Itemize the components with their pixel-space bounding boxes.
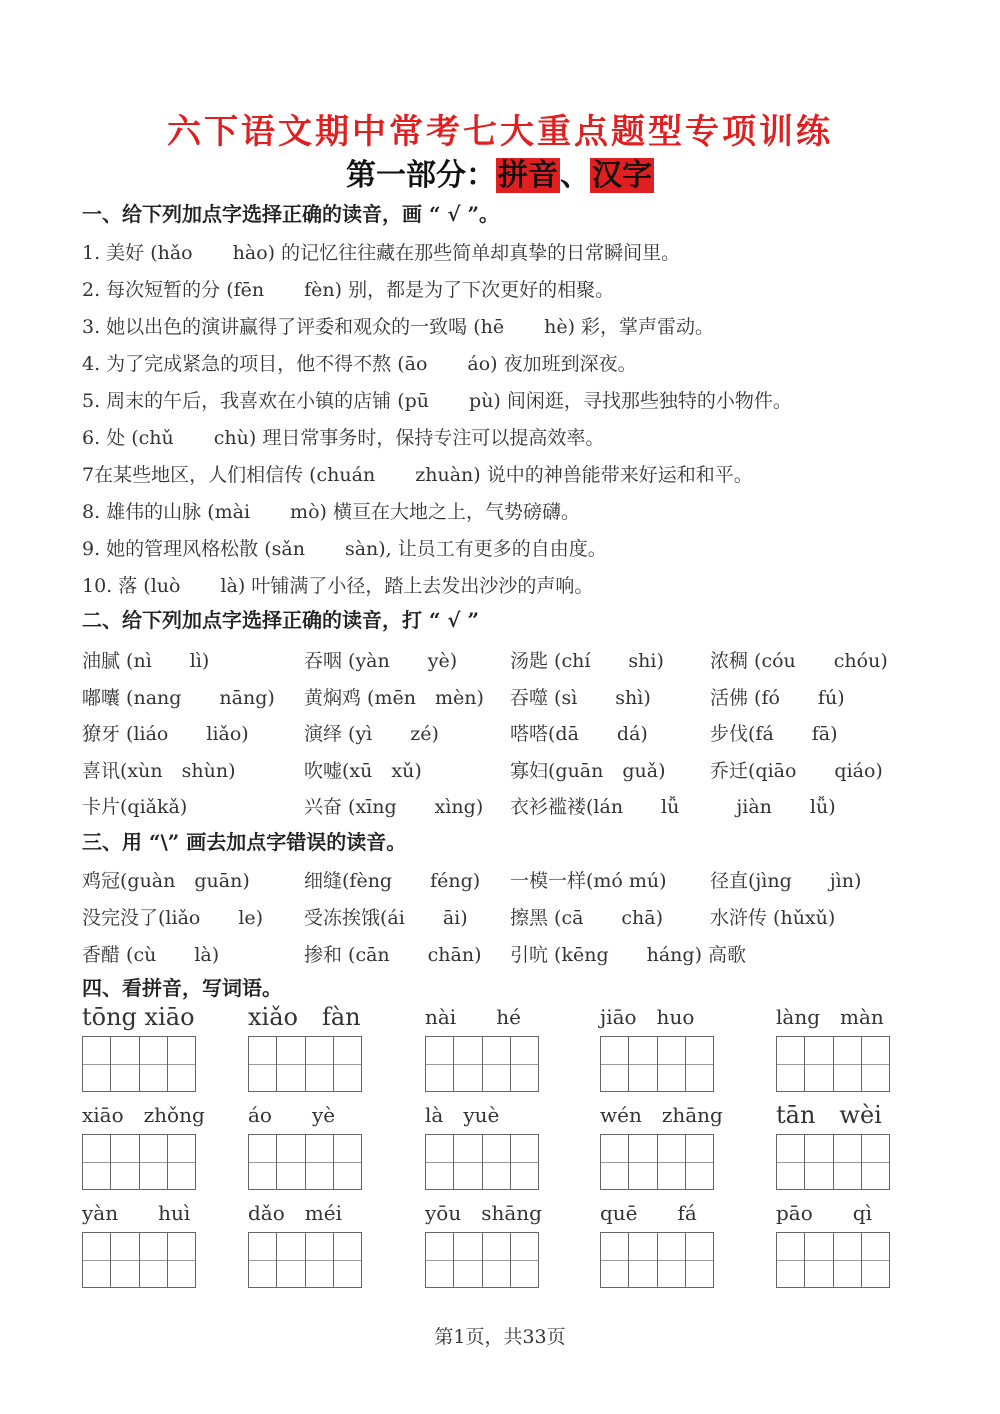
writing-box[interactable] [511, 1135, 538, 1189]
writing-boxes[interactable] [600, 1232, 714, 1288]
writing-box[interactable] [306, 1233, 334, 1287]
writing-box[interactable] [834, 1037, 862, 1091]
writing-box[interactable] [601, 1037, 629, 1091]
strike-choice-cell: 细缝(fèng féng) [304, 870, 481, 892]
writing-boxes[interactable] [776, 1232, 890, 1288]
writing-box[interactable] [249, 1037, 277, 1091]
question-part-b: sàn), 让员工有更多的自由度。 [344, 538, 607, 560]
reading-choice-cell: 浓稠 (cóu chóu) [710, 650, 888, 672]
question-item [82, 534, 607, 561]
writing-box[interactable] [426, 1135, 454, 1189]
writing-box[interactable] [686, 1233, 713, 1287]
question-part-a: 4. 为了完成紧急的项目，他不得不熬 (āo [82, 353, 428, 375]
question-item [82, 497, 580, 524]
pinyin-label: làng màn [776, 1005, 884, 1029]
writing-box[interactable] [306, 1135, 334, 1189]
pinyin-label: áo yè [248, 1103, 336, 1127]
strike-choice-cell: 掺和 (cān chān) [304, 944, 482, 966]
strike-choice-row [82, 940, 902, 968]
strike-choice-cell: 一模一样(mó mú) [510, 870, 667, 892]
pinyin-item [600, 1198, 720, 1288]
writing-box[interactable] [168, 1037, 195, 1091]
question-part-b: hè) 彩，掌声雷动。 [544, 316, 715, 338]
question-part-a: 3. 她以出色的演讲赢得了评委和观众的一致喝 (hē [82, 316, 505, 338]
question-part-b: fèn) 别，都是为了下次更好的相聚。 [304, 279, 615, 301]
writing-box[interactable] [629, 1037, 657, 1091]
writing-box[interactable] [805, 1135, 833, 1189]
pinyin-item [776, 1002, 896, 1092]
pinyin-item [248, 1198, 368, 1288]
pinyin-label: yàn huì [82, 1201, 191, 1225]
question-part-a: 6. 处 (chǔ [82, 427, 174, 449]
pinyin-label: quē fá [600, 1201, 697, 1225]
question-item [82, 386, 792, 413]
reading-choice-row [82, 646, 902, 674]
writing-boxes[interactable] [425, 1134, 539, 1190]
writing-box[interactable] [168, 1233, 195, 1287]
pinyin-item [425, 1100, 545, 1190]
writing-box[interactable] [777, 1233, 805, 1287]
pinyin-label: yōu shāng [425, 1201, 542, 1225]
reading-choice-cell: 喜讯(xùn shùn) [82, 759, 236, 782]
pinyin-label: là yuè [425, 1103, 500, 1127]
writing-box[interactable] [686, 1037, 713, 1091]
question-part-a: 7在某些地区，人们相信传 (chuán [82, 464, 376, 486]
strike-choice-cell: 径直(jìng jìn) [710, 870, 862, 892]
pinyin-label: tōng xiāo [82, 1003, 195, 1031]
writing-box[interactable] [511, 1233, 538, 1287]
question-part-a: 1. 美好 (hǎo [82, 242, 193, 264]
writing-box[interactable] [658, 1135, 686, 1189]
writing-box[interactable] [454, 1233, 482, 1287]
question-part-b: áo) 夜加班到深夜。 [467, 353, 637, 375]
writing-box[interactable] [629, 1233, 657, 1287]
writing-boxes[interactable] [82, 1036, 196, 1092]
reading-choice-cell: 演绎 (yì zé) [304, 723, 439, 745]
pinyin-row [0, 1198, 1000, 1318]
writing-box[interactable] [140, 1135, 168, 1189]
subtitle-highlight-hanzi: 汉字 [592, 158, 652, 193]
strike-choice-cell: 擦黑 (cā chā) [510, 907, 664, 929]
writing-box[interactable] [686, 1135, 713, 1189]
question-item [82, 349, 637, 376]
pinyin-label: nài hé [425, 1005, 521, 1029]
writing-box[interactable] [777, 1037, 805, 1091]
reading-choice-cell: 卡片(qiǎkǎ) [82, 796, 188, 818]
strike-choice-cell: 受冻挨饿(ái āi) [304, 907, 468, 929]
writing-box[interactable] [83, 1135, 111, 1189]
pinyin-item [600, 1002, 720, 1092]
writing-box[interactable] [426, 1233, 454, 1287]
question-part-a: 10. 落 (luò [82, 575, 181, 597]
reading-choice-row [82, 756, 902, 784]
reading-choice-row [82, 792, 902, 820]
reading-choice-cell: 衣衫褴褛(lán lǚ jiàn lǚ) [510, 796, 836, 818]
reading-choice-cell: 嗒嗒(dā dá) [510, 723, 648, 745]
subtitle-highlight-pinyin: 拼音 [498, 158, 558, 193]
writing-box[interactable] [249, 1233, 277, 1287]
reading-choice-row [82, 683, 902, 711]
writing-box[interactable] [83, 1037, 111, 1091]
writing-box[interactable] [111, 1233, 139, 1287]
reading-choice-row [82, 719, 902, 747]
page-footer: 第1页，共33页 [434, 1326, 566, 1348]
question-part-b: pù) 间闲逛，寻找那些独特的小物件。 [469, 390, 792, 412]
reading-choice-cell: 吹嘘(xū xǔ) [304, 759, 422, 782]
writing-box[interactable] [306, 1037, 334, 1091]
writing-box[interactable] [140, 1037, 168, 1091]
writing-box[interactable] [511, 1037, 538, 1091]
writing-box[interactable] [454, 1135, 482, 1189]
pinyin-label: tān wèi [776, 1101, 882, 1129]
writing-box[interactable] [862, 1037, 889, 1091]
question-part-b: zhuàn) 说中的神兽能带来好运和和平。 [415, 464, 753, 486]
writing-box[interactable] [111, 1135, 139, 1189]
writing-box[interactable] [426, 1037, 454, 1091]
subtitle-prefix: 第一部分： [346, 158, 496, 193]
writing-boxes[interactable] [425, 1036, 539, 1092]
question-part-a: 8. 雄伟的山脉 (mài [82, 501, 251, 523]
question-item [82, 275, 614, 302]
writing-boxes[interactable] [425, 1232, 539, 1288]
writing-boxes[interactable] [82, 1134, 196, 1190]
writing-box[interactable] [249, 1135, 277, 1189]
writing-boxes[interactable] [776, 1036, 890, 1092]
reading-choice-cell: 嘟囔 (nang nāng) [82, 686, 275, 709]
writing-box[interactable] [111, 1037, 139, 1091]
writing-boxes[interactable] [248, 1232, 362, 1288]
question-part-b: chù) 理日常事务时，保持专注可以提高效率。 [213, 427, 605, 449]
writing-box[interactable] [277, 1233, 305, 1287]
reading-choice-cell: 步伐(fá fā) [710, 723, 838, 745]
pinyin-item [248, 1002, 368, 1092]
strike-choice-cell: 鸡冠(guàn guān) [82, 870, 250, 892]
writing-box[interactable] [277, 1135, 305, 1189]
writing-box[interactable] [483, 1037, 511, 1091]
pinyin-label: dǎo méi [248, 1201, 342, 1225]
question-part-a: 5. 周末的午后，我喜欢在小镇的店铺 (pū [82, 390, 430, 412]
writing-box[interactable] [658, 1233, 686, 1287]
section1-heading: 一、给下列加点字选择正确的读音，画 “ √ ”。 [82, 202, 500, 226]
pinyin-label: xiāo zhǒng [82, 1103, 205, 1127]
pinyin-item [82, 1002, 202, 1092]
reading-choice-cell: 吞咽 (yàn yè) [304, 650, 458, 672]
page-title: 六下语文期中常考七大重点题型专项训练 [167, 112, 833, 152]
writing-box[interactable] [483, 1233, 511, 1287]
question-part-b: là) 叶铺满了小径，踏上去发出沙沙的声响。 [220, 575, 594, 597]
section3-heading: 三、用 “\” 画去加点字错误的读音。 [82, 830, 407, 854]
writing-box[interactable] [805, 1037, 833, 1091]
strike-choice-row [82, 866, 902, 894]
pinyin-label: wén zhāng [600, 1103, 723, 1127]
writing-box[interactable] [334, 1233, 361, 1287]
writing-box[interactable] [140, 1233, 168, 1287]
part-subtitle [0, 150, 1000, 194]
question-part-a: 9. 她的管理风格松散 (sǎn [82, 538, 305, 560]
reading-choice-cell: 獠牙 (liáo liǎo) [82, 723, 249, 745]
reading-choice-cell: 油腻 (nì lì) [82, 650, 210, 672]
pinyin-item [82, 1198, 202, 1288]
writing-box[interactable] [83, 1233, 111, 1287]
reading-choice-cell: 吞噬 (sì shì) [510, 686, 651, 709]
writing-box[interactable] [454, 1037, 482, 1091]
writing-box[interactable] [834, 1135, 862, 1189]
pinyin-label: xiǎo fàn [248, 1003, 361, 1031]
writing-box[interactable] [334, 1037, 361, 1091]
writing-boxes[interactable] [248, 1134, 362, 1190]
strike-choice-cell: 香醋 (cù là) [82, 944, 220, 966]
writing-boxes[interactable] [776, 1134, 890, 1190]
subtitle-separator: 、 [560, 158, 590, 193]
pinyin-item [82, 1100, 205, 1190]
pinyin-item [776, 1100, 896, 1190]
question-item [82, 312, 714, 339]
reading-choice-cell: 乔迁(qiāo qiáo) [710, 759, 883, 782]
question-item [82, 423, 604, 450]
strike-choice-cell: 引吭 (kēng háng) 高歌 [510, 944, 747, 966]
question-part-b: hào) 的记忆往往藏在那些简单却真挚的日常瞬间里。 [232, 242, 681, 264]
writing-box[interactable] [805, 1233, 833, 1287]
strike-choice-cell: 没完没了(liǎo le) [82, 907, 264, 929]
writing-box[interactable] [629, 1135, 657, 1189]
reading-choice-cell: 兴奋 (xīng xìng) [304, 796, 484, 818]
writing-box[interactable] [658, 1037, 686, 1091]
writing-box[interactable] [862, 1135, 889, 1189]
writing-boxes[interactable] [600, 1036, 714, 1092]
strike-choice-cell: 水浒传 (hǔxǔ) [710, 907, 836, 929]
reading-choice-cell: 寡妇(guān guǎ) [510, 759, 666, 782]
writing-box[interactable] [862, 1233, 889, 1287]
writing-box[interactable] [483, 1135, 511, 1189]
pinyin-item [248, 1100, 368, 1190]
pinyin-item [776, 1198, 896, 1288]
writing-box[interactable] [601, 1135, 629, 1189]
pinyin-item [600, 1100, 723, 1190]
question-part-b: mò) 横亘在大地之上，气势磅礴。 [290, 501, 580, 523]
writing-box[interactable] [601, 1233, 629, 1287]
writing-box[interactable] [334, 1135, 361, 1189]
question-part-a: 2. 每次短暂的分 (fēn [82, 279, 265, 301]
writing-box[interactable] [834, 1233, 862, 1287]
reading-choice-cell: 黄焖鸡 (mēn mèn) [304, 686, 484, 709]
question-item [82, 571, 593, 598]
writing-boxes[interactable] [600, 1134, 714, 1190]
strike-choice-row [82, 903, 902, 931]
pinyin-label: jiāo huo [600, 1005, 695, 1029]
reading-choice-cell: 汤匙 (chí shi) [510, 650, 664, 672]
question-item [82, 238, 680, 265]
reading-choice-cell: 活佛 (fó fú) [710, 686, 845, 709]
pinyin-item [425, 1002, 545, 1092]
writing-box[interactable] [277, 1037, 305, 1091]
writing-box[interactable] [168, 1135, 195, 1189]
writing-box[interactable] [777, 1135, 805, 1189]
pinyin-label: pāo qì [776, 1201, 872, 1225]
writing-boxes[interactable] [248, 1036, 362, 1092]
writing-boxes[interactable] [82, 1232, 196, 1288]
section4-heading: 四、看拼音，写词语。 [82, 976, 282, 1000]
section2-heading: 二、给下列加点字选择正确的读音，打 “ √ ” [82, 608, 480, 632]
pinyin-item [425, 1198, 545, 1288]
question-item [82, 460, 753, 487]
